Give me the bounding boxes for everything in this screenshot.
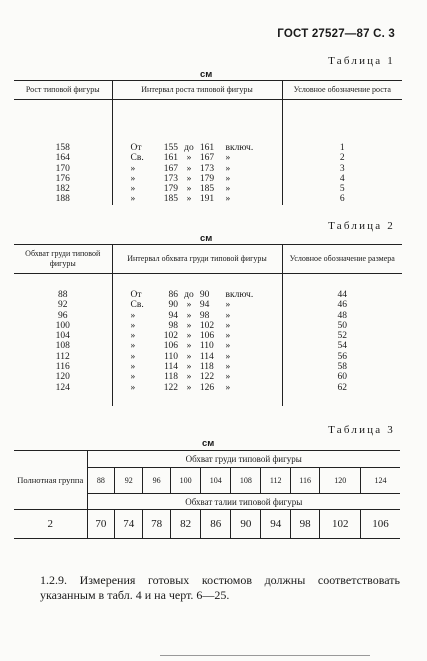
table2-interval-to: 90 [199,290,210,300]
table3-unit: см [202,438,215,449]
table1-code: 4 [339,173,345,184]
table1-interval-prefix: Св. [130,153,144,164]
table2-interval-to: 94 [199,300,210,311]
table3-label: Таблица 3 [328,424,395,436]
table3-waist-value: 70 [87,510,115,539]
table1-interval-sep: » [186,153,192,164]
table3-waist-value: 78 [143,510,171,539]
table2-value: 108 [55,341,70,352]
table2-interval-from: 114 [164,362,178,373]
table2-interval-sep: » [186,310,192,321]
table1-interval-sep: » [186,184,192,195]
table2-value: 124 [55,382,70,393]
table2-interval-sep: » [186,341,192,352]
table3-chest-value: 112 [261,468,290,494]
table1-codes [282,100,402,205]
table2-interval-sep: » [186,351,192,362]
table1-values [14,100,112,205]
table3-waist-value: 102 [320,510,361,539]
table1 [14,80,402,205]
table1-col3-header: Условное обозначение роста [282,81,402,100]
table3-waist-value: 86 [201,510,231,539]
table3-waist-value: 94 [261,510,290,539]
table1-interval-prefix: От [130,143,142,153]
table1-value: 158 [55,143,70,153]
table2-interval-prefix: » [130,372,136,383]
table2-interval-note: » [225,300,231,311]
table2-codes [282,274,402,406]
table2-col2-header: Интервал обхвата груди типовой фигуры [112,245,282,274]
table2-code: 44 [337,290,347,300]
table1-interval-row [131,164,272,174]
table2-code: 50 [337,320,347,331]
table1-interval-from: 185 [163,194,178,205]
table3-group-value: 2 [14,510,87,539]
table2-interval-note: » [225,331,231,342]
table2-interval-sep: » [186,382,192,393]
table2-interval-note: » [225,341,231,352]
table1-interval-sep: » [186,194,192,205]
table1-interval-sep: » [186,173,192,184]
table2 [14,244,402,406]
table2-interval-to: 106 [199,331,215,342]
table1-interval-from: 179 [163,184,178,195]
table2-interval-to: 126 [199,382,215,393]
table2-interval-note: включ. [225,290,254,300]
table2-value: 100 [55,320,70,331]
table1-interval-to: 185 [199,184,215,195]
table2-interval-sep: » [186,362,192,373]
table2-value: 96 [58,310,68,321]
table2-interval-note: » [225,351,231,362]
table1-interval-from: 155 [163,143,178,153]
table3-waist-value: 90 [231,510,261,539]
table1-value: 170 [55,163,70,174]
table2-interval-from: 90 [168,300,178,311]
table1-interval-from: 161 [163,153,178,164]
table2-interval-sep: » [186,372,192,383]
table1-interval-from: 173 [163,173,178,184]
table2-interval-note: » [225,382,231,393]
table2-interval-row [131,290,272,300]
table2-code: 56 [337,351,347,362]
table2-interval-from: 86 [168,290,178,300]
table1-col2-header: Интервал роста типовой фигуры [112,81,282,100]
table1-interval-to: 161 [199,143,215,153]
table3-chest-header: Обхват груди типовой фигуры [87,451,400,468]
table1-col1-header: Рост типовой фигуры [14,81,112,100]
table1-interval-note: » [225,184,231,195]
table2-interval-to: 110 [199,341,214,352]
table3-group-header: Полнотная группа [14,451,87,510]
table2-interval-from: 110 [164,351,178,362]
table1-code: 1 [339,143,345,153]
page-header: ГОСТ 27527—87 С. 3 [277,28,395,40]
table3-chest-value: 88 [87,468,115,494]
table2-code: 62 [337,382,347,393]
table2-interval-from: 102 [163,331,178,342]
table2-code: 54 [337,341,347,352]
table2-interval-row [131,362,272,372]
table1-value: 188 [55,194,70,205]
table1-interval-row [131,153,272,163]
table2-interval-row [131,331,272,341]
table1-value: 164 [55,153,70,164]
table1-code: 3 [339,163,345,174]
table2-intervals [112,274,282,406]
table1-interval-sep: до [184,143,194,153]
table2-interval-prefix: » [130,331,136,342]
table1-interval-row [131,184,272,194]
table2-value: 92 [58,300,68,311]
table1-label: Таблица 1 [328,55,395,67]
table2-interval-prefix: » [130,320,136,331]
table1-value: 176 [55,173,70,184]
table2-interval-to: 122 [199,372,215,383]
table2-interval-from: 106 [163,341,178,352]
table1-interval-row [131,194,272,204]
table2-col3-header: Условное обозначение размера [282,245,402,274]
table2-unit: см [200,233,213,244]
table2-col1-header: Обхват груди типовой фигуры [14,245,112,274]
table2-interval-prefix: » [130,362,136,373]
table1-interval-to: 167 [199,153,215,164]
table2-code: 46 [337,300,347,311]
table2-interval-row [131,383,272,393]
table2-interval-prefix: Св. [130,300,144,311]
table3-chest-value: 116 [290,468,319,494]
table3-waist-value: 82 [170,510,200,539]
table2-interval-row [131,311,272,321]
table2-value: 88 [58,290,68,300]
table2-interval-row [131,341,272,351]
table2-interval-prefix: » [130,341,136,352]
table2-interval-sep: до [184,290,194,300]
table2-interval-to: 102 [199,320,215,331]
table2-interval-note: » [225,372,231,383]
table2-interval-row [131,352,272,362]
table2-code: 60 [337,372,347,383]
table2-interval-from: 118 [164,372,178,383]
table2-interval-prefix: » [130,382,136,393]
body-paragraph: 1.2.9. Измерения готовых костюмов должны соответствовать указанным в табл. 4 и на черт. 6—25. [40,573,400,602]
table2-interval-prefix: От [130,290,142,300]
table2-code: 48 [337,310,347,321]
table2-interval-note: » [225,320,231,331]
table2-value: 104 [55,331,70,342]
table2-interval-sep: » [186,331,192,342]
table1-interval-sep: » [186,163,192,174]
table2-interval-note: » [225,362,231,373]
table3-chest-value: 100 [170,468,200,494]
table1-interval-note: включ. [225,143,254,153]
table1-code: 5 [339,184,345,195]
table2-value: 112 [55,351,70,362]
table2-value: 120 [55,372,70,383]
table2-value: 116 [55,362,70,373]
table3-waist-header: Обхват талии типовой фигуры [87,494,400,510]
table2-label: Таблица 2 [328,220,395,232]
table2-interval-row [131,372,272,382]
table3-waist-value: 106 [360,510,400,539]
table2-interval-note: » [225,310,231,321]
table1-value: 182 [55,184,70,195]
table3-chest-value: 124 [360,468,400,494]
table2-interval-row [131,321,272,331]
table3-chest-value: 96 [143,468,171,494]
table1-intervals [112,100,282,205]
table1-code: 6 [339,194,345,205]
table2-interval-prefix: » [130,310,136,321]
table1-interval-note: » [225,163,231,174]
table3-chest-value: 120 [320,468,361,494]
table2-interval-from: 94 [168,310,178,321]
table2-interval-to: 114 [199,351,214,362]
table1-unit: см [200,69,213,80]
table1-interval-to: 173 [199,163,215,174]
table2-interval-prefix: » [130,351,136,362]
table2-interval-from: 122 [163,382,178,393]
table2-interval-sep: » [186,320,192,331]
table2-interval-from: 98 [168,320,178,331]
table2-interval-row [131,300,272,310]
table3-waist-value: 98 [290,510,319,539]
table1-interval-prefix: » [130,194,136,205]
table3-waist-value: 74 [115,510,143,539]
table1-interval-note: » [225,153,231,164]
table1-interval-to: 191 [199,194,215,205]
table3 [14,450,400,539]
table2-interval-to: 98 [199,310,210,321]
table3-chest-value: 108 [231,468,261,494]
table2-interval-sep: » [186,300,192,311]
table1-interval-note: » [225,194,231,205]
table1-interval-row [131,143,272,153]
table1-interval-to: 179 [199,173,215,184]
table1-interval-note: » [225,173,231,184]
table2-interval-to: 118 [199,362,214,373]
table1-interval-row [131,174,272,184]
table1-interval-prefix: » [130,184,136,195]
table1-interval-prefix: » [130,173,136,184]
table3-chest-value: 104 [201,468,231,494]
table2-code: 58 [337,362,347,373]
table1-code: 2 [339,153,345,164]
table1-interval-from: 167 [163,163,178,174]
table1-interval-prefix: » [130,163,136,174]
table2-code: 52 [337,331,347,342]
table2-values [14,274,112,406]
bottom-rule [160,655,370,656]
table3-chest-value: 92 [115,468,143,494]
